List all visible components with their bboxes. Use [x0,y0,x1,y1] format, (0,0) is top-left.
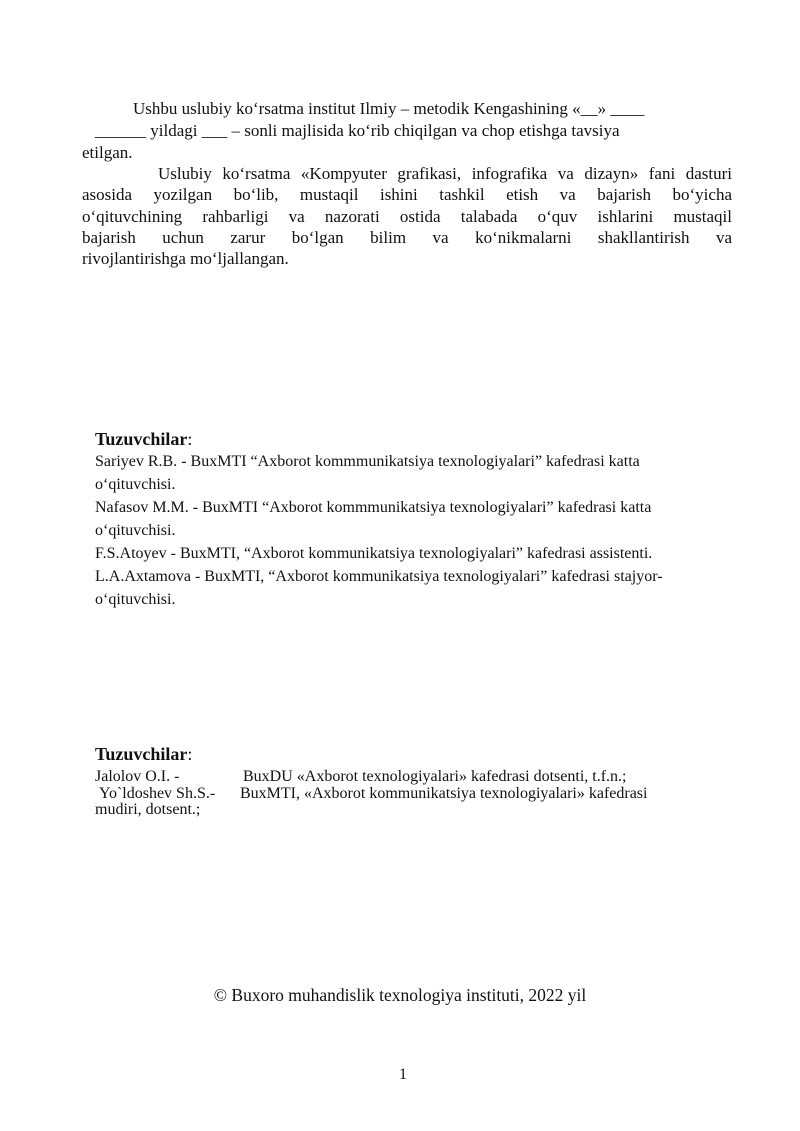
purpose-line-1: Uslubiy ko‘rsatma «Kompyuter grafikasi, infografika va dizayn» fani dasturi [158,164,732,183]
reviewer-2-desc: BuxMTI, «Axborot kommunikatsiya texnologiyalari» kafedrasi [240,785,648,802]
reviewers-heading-colon: : [187,744,193,764]
author-line: F.S.Atoyev - BuxMTI, “Axborot kommunikatsiya texnologiyalari” kafedrasi assistenti. [95,545,653,562]
page-number: 1 [399,1066,407,1083]
approval-line-2: ______ yildagi ___ – sonli majlisida ko‘rib chiqilgan va chop etishga tavsiya [95,121,620,140]
authors-heading-colon: : [187,429,193,449]
approval-line-1: Ushbu uslubiy ko‘rsatma institut Ilmiy – metodik Kengashining «__» ____ [133,99,645,118]
authors-heading [95,429,192,450]
author-line: Sariyev R.B. - BuxMTI “Axborot kommmunikatsiya texnologiyalari” kafedrasi katta [95,453,640,470]
author-line: L.A.Axtamova - BuxMTI, “Axborot kommunikatsiya texnologiyalari” kafedrasi stajyor- [95,568,663,585]
reviewer-1-desc: BuxDU «Axborot texnologiyalari» kafedrasi dotsenti, t.f.n.; [243,768,627,785]
reviewer-2-desc-cont: mudiri, dotsent.; [95,801,201,818]
authors-heading-text: Tuzuvchilar [95,429,188,449]
purpose-line-5: rivojlantirishga mo‘ljallangan. [82,249,289,268]
reviewers-heading [95,744,192,765]
reviewer-2-name: Yo`ldoshev Sh.S.- [99,785,216,802]
reviewer-1-name: Jalolov O.I. - [95,768,180,785]
reviewers-heading-text: Tuzuvchilar [95,744,188,764]
approval-line-3: etilgan. [82,143,133,162]
purpose-line-4: bajarish uchun zarur bo‘lgan bilim va ko‘nikmalarni shakllantirish va [82,228,732,247]
author-line: o‘qituvchisi. [95,591,176,608]
purpose-line-3: o‘qituvchining rahbarligi va nazorati ostida talabada o‘quv ishlarini mustaqil [82,207,732,226]
author-line: o‘qituvchisi. [95,476,176,493]
author-line: Nafasov M.M. - BuxMTI “Axborot kommmunikatsiya texnologiyalari” kafedrasi katta [95,499,652,516]
author-line: o‘qituvchisi. [95,522,176,539]
copyright-line: © Buxoro muhandislik texnologiya instituti, 2022 yil [213,985,587,1005]
purpose-line-2: asosida yozilgan bo‘lib, mustaqil ishini tashkil etish va bajarish bo‘yicha [82,185,732,204]
